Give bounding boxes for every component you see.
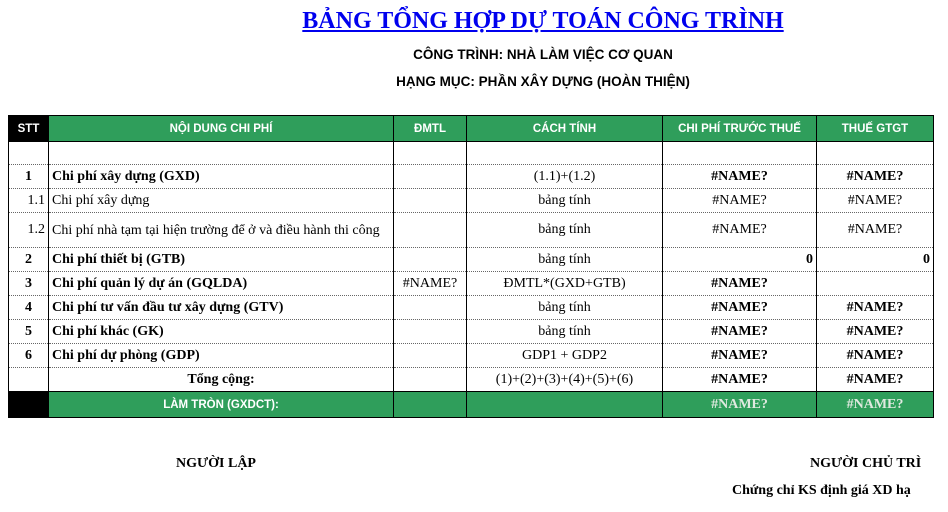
row-method: bảng tính: [467, 248, 663, 272]
rounded-vat: #NAME?: [817, 392, 934, 418]
category-line: HẠNG MỤC: PHẦN XÂY DỰNG (HOÀN THIỆN): [396, 74, 690, 89]
row-stt: 2: [9, 248, 49, 272]
row-vat: #NAME?: [817, 165, 934, 189]
total-row: [9, 368, 934, 392]
row-pre-tax: #NAME?: [663, 189, 817, 213]
row-vat: #NAME?: [817, 189, 934, 213]
table-row: [9, 296, 934, 320]
row-content: Chi phí tư vấn đầu tư xây dựng (GTV): [49, 296, 394, 320]
row-stt: 1.2: [9, 213, 49, 248]
row-vat: 0: [817, 248, 934, 272]
header-dmtl: ĐMTL: [394, 116, 467, 142]
row-method: bảng tính: [467, 189, 663, 213]
table-row: [9, 213, 934, 248]
row-method: (1.1)+(1.2): [467, 165, 663, 189]
row-pre-tax: #NAME?: [663, 213, 817, 248]
row-vat: [817, 272, 934, 296]
row-content: Chi phí thiết bị (GTB): [49, 248, 394, 272]
row-method: ĐMTL*(GXD+GTB): [467, 272, 663, 296]
row-dmtl: [394, 248, 467, 272]
table-row: [9, 272, 934, 296]
row-dmtl: [394, 344, 467, 368]
preparer-signature-label: NGƯỜI LẬP: [176, 456, 256, 471]
row-stt: 6: [9, 344, 49, 368]
row-method: bảng tính: [467, 320, 663, 344]
row-dmtl: [394, 189, 467, 213]
row-vat: #NAME?: [817, 296, 934, 320]
row-content: Chi phí nhà tạm tại hiện trường để ở và điều hành thi công: [49, 213, 394, 248]
row-stt: 1: [9, 165, 49, 189]
rounded-pre-tax: #NAME?: [663, 392, 817, 418]
row-content: Chi phí xây dựng: [49, 189, 394, 213]
table-row: [9, 344, 934, 368]
row-vat: #NAME?: [817, 213, 934, 248]
rounded-total-row: [9, 392, 934, 418]
row-dmtl: [394, 320, 467, 344]
row-dmtl: #NAME?: [394, 272, 467, 296]
row-method: GDP1 + GDP2: [467, 344, 663, 368]
row-pre-tax: #NAME?: [663, 272, 817, 296]
header-pre-tax: CHI PHÍ TRƯỚC THUẾ: [663, 116, 817, 142]
total-pre-tax: #NAME?: [663, 368, 817, 392]
table-header-row: [9, 116, 934, 142]
header-stt: STT: [9, 116, 49, 142]
row-method: bảng tính: [467, 213, 663, 248]
table-row: [9, 320, 934, 344]
total-method: (1)+(2)+(3)+(4)+(5)+(6): [467, 368, 663, 392]
row-dmtl: [394, 296, 467, 320]
header-vat: THUẾ GTGT: [817, 116, 934, 142]
row-stt: 1.1: [9, 189, 49, 213]
table-row: [9, 248, 934, 272]
project-line: CÔNG TRÌNH: NHÀ LÀM VIỆC CƠ QUAN: [413, 47, 673, 62]
cost-estimate-table: [8, 115, 934, 418]
row-stt: 3: [9, 272, 49, 296]
rounded-label: LÀM TRÒN (GXDCT):: [49, 392, 394, 418]
row-pre-tax: #NAME?: [663, 344, 817, 368]
certificate-label: Chứng chỉ KS định giá XD hạ: [732, 483, 911, 498]
row-pre-tax: #NAME?: [663, 296, 817, 320]
row-stt: 4: [9, 296, 49, 320]
blank-row: [9, 142, 934, 165]
table-row: [9, 165, 934, 189]
row-content: Chi phí xây dựng (GXD): [49, 165, 394, 189]
header-method: CÁCH TÍNH: [467, 116, 663, 142]
row-content: Chi phí quản lý dự án (GQLDA): [49, 272, 394, 296]
row-content: Chi phí khác (GK): [49, 320, 394, 344]
row-stt: 5: [9, 320, 49, 344]
row-pre-tax: 0: [663, 248, 817, 272]
total-label: Tổng cộng:: [49, 368, 394, 392]
row-vat: #NAME?: [817, 344, 934, 368]
row-vat: #NAME?: [817, 320, 934, 344]
total-vat: #NAME?: [817, 368, 934, 392]
row-content: Chi phí dự phòng (GDP): [49, 344, 394, 368]
table-row: [9, 189, 934, 213]
header-content: NỘI DUNG CHI PHÍ: [49, 116, 394, 142]
row-dmtl: [394, 213, 467, 248]
row-dmtl: [394, 165, 467, 189]
row-method: bảng tính: [467, 296, 663, 320]
document-title: BẢNG TỔNG HỢP DỰ TOÁN CÔNG TRÌNH: [302, 8, 784, 34]
row-pre-tax: #NAME?: [663, 165, 817, 189]
lead-signature-label: NGƯỜI CHỦ TRÌ: [810, 456, 922, 471]
row-pre-tax: #NAME?: [663, 320, 817, 344]
